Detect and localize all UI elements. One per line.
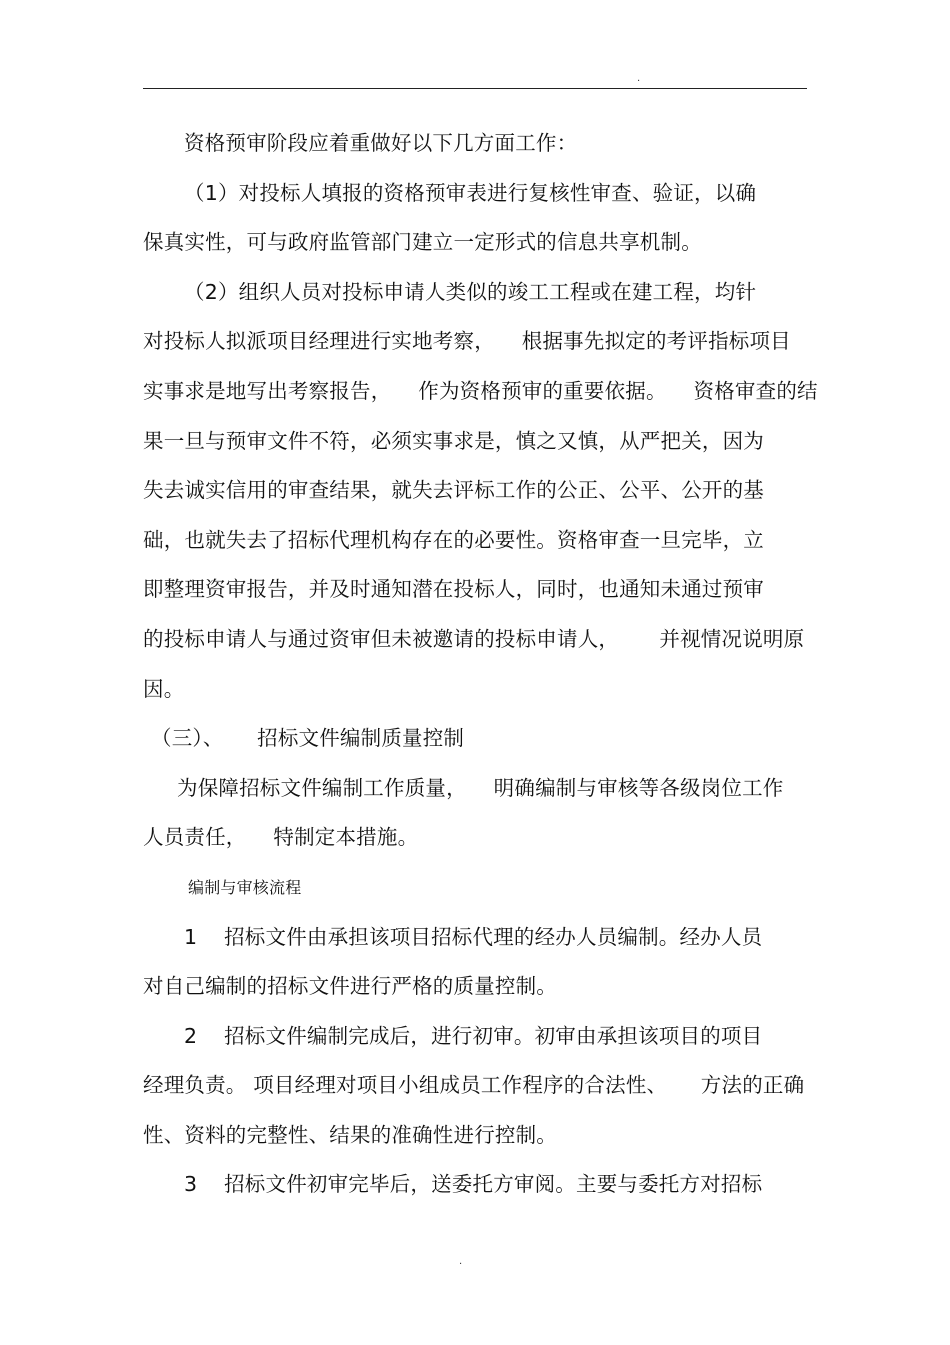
paragraph-line: （1）对投标人填报的资格预审表进行复核性审查、验证，以确	[184, 180, 757, 205]
header-rule	[143, 88, 807, 89]
paragraph-line: 对投标人拟派项目经理进行实地考察， 根据事先拟定的考评指标项目	[143, 329, 791, 354]
paragraph-line: 因。	[143, 676, 185, 701]
paragraph-line: 实事求是地写出考察报告， 作为资格预审的重要依据。 资格审查的结	[143, 378, 818, 403]
paragraph-line: 即整理资审报告，并及时通知潜在投标人，同时，也通知未通过预审	[143, 577, 764, 602]
paragraph-line: 人员责任， 特制定本措施。	[143, 825, 419, 850]
paragraph-line: 资格预审阶段应着重做好以下几方面工作：	[184, 131, 578, 155]
paragraph-line: 为保障招标文件编制工作质量， 明确编制与审核等各级岗位工作	[177, 775, 784, 800]
numbered-paragraph-line: 3 招标文件初审完毕后，送委托方审阅。主要与委托方对招标	[184, 1172, 763, 1197]
document-body	[143, 119, 818, 1210]
paragraph-line: （2）组织人员对投标申请人类似的竣工工程或在建工程，均针	[184, 279, 757, 304]
section-heading: （三）、 招标文件编制质量控制	[151, 726, 465, 751]
paragraph-line: 保真实性，可与政府监管部门建立一定形式的信息共享机制。	[143, 230, 702, 255]
paragraph-line: 的投标申请人与通过资审但未被邀请的投标申请人， 并视情况说明原	[143, 626, 805, 651]
paragraph-line: 性、资料的完整性、结果的准确性进行控制。	[143, 1122, 557, 1147]
numbered-paragraph-line: 2 招标文件编制完成后，进行初审。初审由承担该项目的项目	[184, 1023, 763, 1048]
header-dot-mark: .	[637, 73, 641, 84]
paragraph-line: 果一旦与预审文件不符，必须实事求是，慎之又慎，从严把关，因为	[143, 428, 764, 453]
paragraph-line: 失去诚实信用的审查结果，就失去评标工作的公正、公平、公开的基	[143, 478, 764, 503]
paragraph-line: 经理负责。 项目经理对项目小组成员工作程序的合法性、 方法的正确	[143, 1073, 805, 1098]
footer-dot-mark: .	[459, 1256, 463, 1267]
numbered-paragraph-line: 1 招标文件由承担该项目招标代理的经办人员编制。经办人员	[184, 924, 763, 949]
paragraph-line: 础，也就失去了招标代理机构存在的必要性。资格审查一旦完毕，立	[143, 527, 764, 552]
subheading: 编制与审核流程	[188, 877, 302, 897]
paragraph-line: 对自己编制的招标文件进行严格的质量控制。	[143, 974, 557, 999]
